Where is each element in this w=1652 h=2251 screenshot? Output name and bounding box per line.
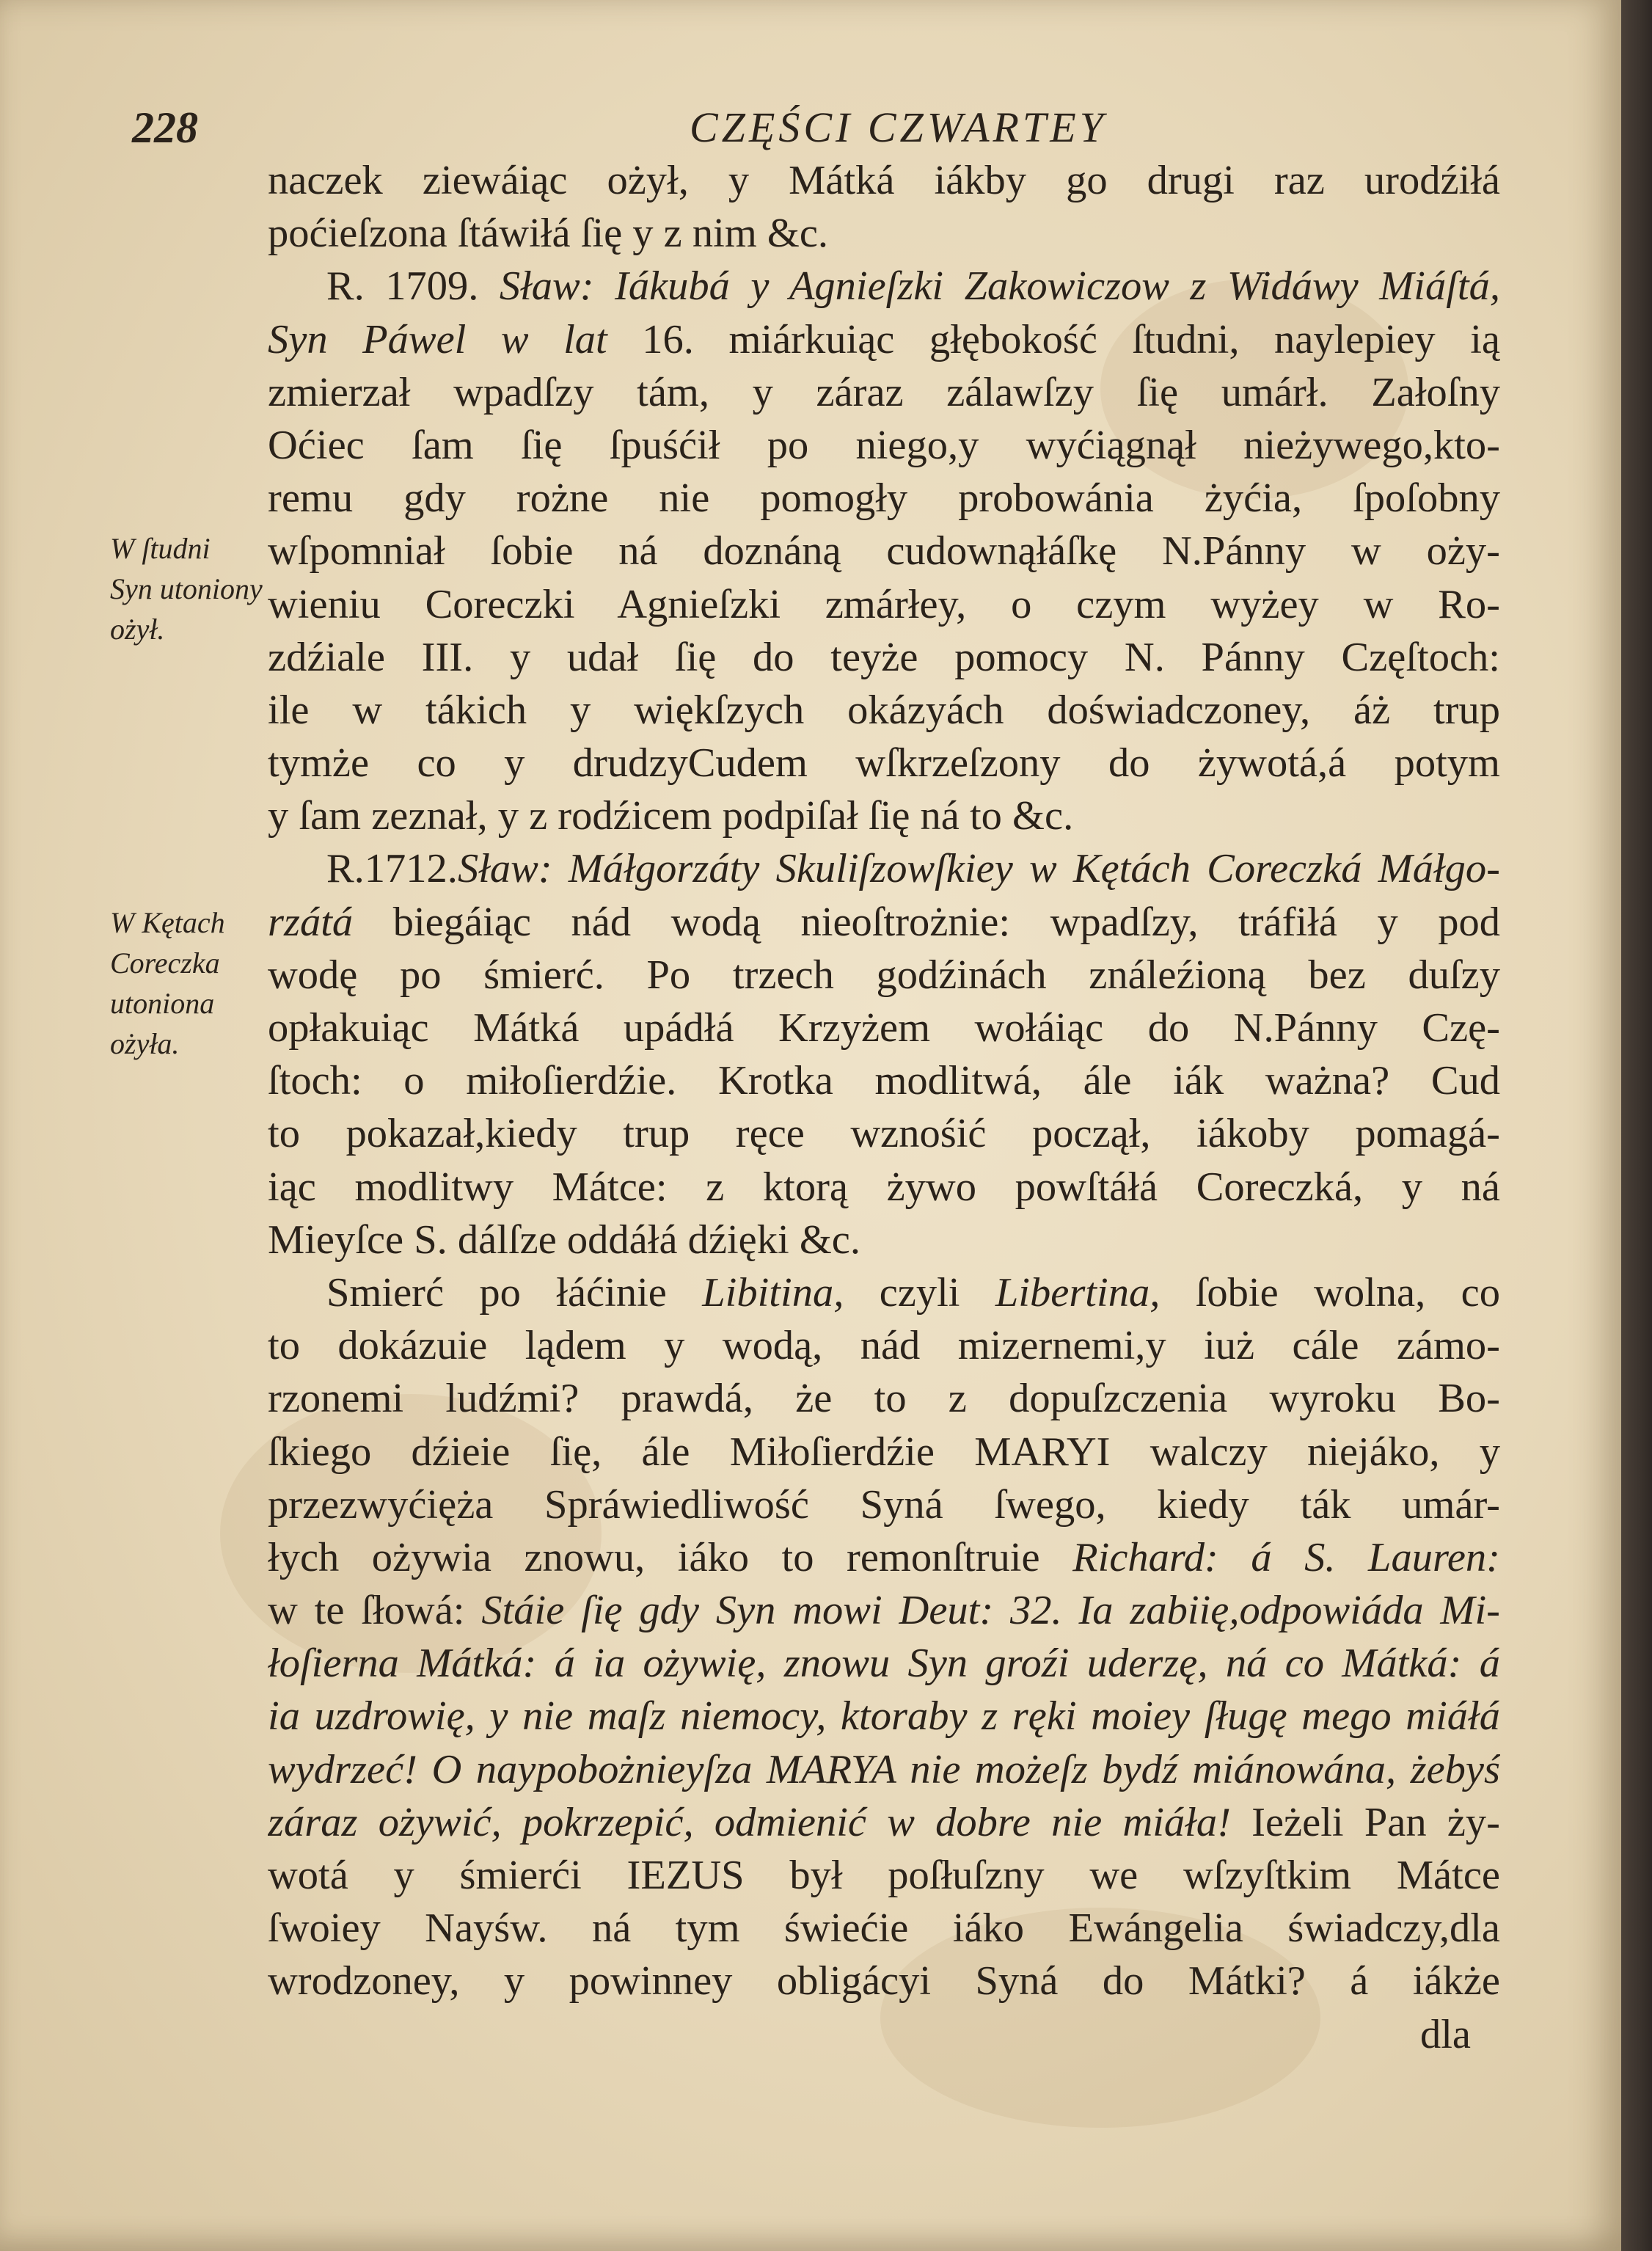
text-line	[268, 2008, 1500, 2061]
text-segment: poćieſzona ſtáwiłá ſię y z nim &c.	[268, 211, 829, 257]
margin-note-line: W Kętach	[110, 906, 225, 939]
text-line	[268, 949, 1500, 1002]
text-segment: wotá y śmierći IEZUS był poſłuſzny we wſzyſtkim Mátce	[268, 1853, 1500, 1898]
text-line	[268, 1372, 1500, 1425]
text-line	[268, 1584, 1500, 1637]
text-segment: ile w tákich y więkſzych okázyách doświadczoney, áż trup	[268, 687, 1500, 733]
text-segment: Smierć po łáćinie	[326, 1269, 703, 1316]
italic-text-segment: Sław: Iákubá y Agnieſzki Zakowiczow z Widáwy Miáſtá,	[499, 263, 1500, 310]
margin-note-line: utoniona	[110, 987, 215, 1020]
italic-text-segment: záraz ożywić, pokrzepić, odmienić w dobre nie miáła!	[268, 1799, 1231, 1845]
text-segment: tymże co y drudzyCudem wſkrzeſzony do żywotá,á potym	[268, 740, 1500, 787]
text-segment: opłakuiąc Mátká upádłá Krzyżem wołáiąc do N.Pánny Czę-	[268, 1005, 1500, 1051]
text-segment: naczek ziewáiąc ożył, y Mátká iákby go drugi raz urodźiłá	[268, 158, 1500, 203]
book-page-edge	[1621, 0, 1652, 2251]
text-line	[268, 1849, 1500, 1902]
text-segment: iąc modlitwy Mátce: z ktorą żywo powſtáłá Coreczká, y ná	[268, 1164, 1500, 1210]
text-line	[268, 1054, 1500, 1107]
text-line	[268, 1478, 1500, 1531]
text-line	[268, 1266, 1500, 1319]
text-line	[268, 737, 1500, 789]
text-segment: 16. miárkuiąc głębokość ſtudni, naylepiey ią	[642, 316, 1500, 362]
text-segment: łych ożywia znowu, iáko to remonſtruie	[268, 1534, 1073, 1580]
text-segment: ſtoch: o miłoſierdźie. Krotka modlitwá, ále iák ważna? Cud	[268, 1058, 1500, 1104]
text-segment: R. 1709.	[326, 263, 500, 310]
text-segment: wrodzoney, y powinney obligácyi Syná do Mátki? á iákże	[268, 1958, 1500, 2004]
italic-text-segment: Syn Páwel w lat	[268, 316, 643, 362]
text-segment: R.1712.	[326, 846, 458, 892]
running-title: CZĘŚCI CZWARTEY	[690, 103, 1107, 151]
main-text	[268, 154, 1500, 2061]
italic-text-segment: ia uzdrowię, y nie maſz niemocy, ktoraby z ręki moiey ſługę mego miáłá	[268, 1693, 1500, 1740]
text-line	[268, 260, 1500, 313]
page-number: 228	[132, 103, 198, 152]
text-segment: ſkiego dźieie ſię, ále Miłoſierdźie MARYI walczy niejáko, y	[268, 1429, 1500, 1475]
text-line	[268, 1955, 1500, 2007]
text-line	[268, 1426, 1500, 1478]
italic-text-segment: Libitina,	[702, 1269, 844, 1316]
italic-text-segment: Libertina,	[995, 1269, 1161, 1316]
text-segment: ſobie wolna, co	[1160, 1269, 1500, 1316]
italic-text-segment: łoſierna Mátká: á ia ożywię, znowu Syn groźi uderzę, ná co Mátká: á	[268, 1641, 1500, 1687]
text-line	[268, 1107, 1500, 1160]
italic-text-segment: Stáie ſię gdy Syn mowi Deut: 32. Ia zabiię,odpowiáda Mi-	[481, 1588, 1500, 1634]
text-line	[268, 1002, 1500, 1054]
text-segment: to dokázuie lądem y wodą, nád mizernemi,y iuż cále zámo-	[268, 1323, 1500, 1369]
text-segment: wodę po śmierć. Po trzech godźinách ználeźioną bez duſzy	[268, 952, 1500, 998]
italic-text-segment: Sław: Máłgorzáty Skuliſzowſkiey w Kętách Coreczká Máłgo-	[457, 846, 1500, 892]
text-line	[268, 1214, 1500, 1266]
text-line	[268, 631, 1500, 684]
italic-text-segment: rzátá	[268, 899, 393, 945]
text-line	[268, 789, 1500, 842]
margin-note-line: Syn utoniony	[110, 572, 263, 605]
text-line	[268, 1796, 1500, 1849]
text-line	[268, 684, 1500, 737]
margin-note-1	[110, 528, 271, 649]
text-line	[268, 1531, 1500, 1584]
italic-text-segment: Richard: á S. Lauren:	[1072, 1534, 1500, 1580]
text-line	[268, 1319, 1500, 1372]
text-line	[268, 842, 1500, 895]
text-segment: czyli	[844, 1269, 995, 1316]
margin-note-line: ożyła.	[110, 1027, 180, 1060]
text-line	[268, 366, 1500, 419]
margin-note-line: Coreczka	[110, 946, 220, 979]
text-segment: Mieyſce S. dálſze oddáłá dźięki &c.	[268, 1216, 860, 1263]
text-line	[268, 896, 1500, 949]
text-line	[268, 1743, 1500, 1796]
text-line	[268, 207, 1500, 260]
text-segment: remu gdy rożne nie pomogły probowánia żyćia, ſpoſobny	[268, 475, 1500, 522]
text-segment: wieniu Coreczki Agnieſzki zmárłey, o czym wyżey w Ro-	[268, 581, 1500, 627]
text-segment: rzonemi ludźmi? prawdá, że to z dopuſzczenia wyroku Bo-	[268, 1376, 1500, 1422]
margin-note-line: W ſtudni	[110, 532, 211, 565]
text-line	[268, 1690, 1500, 1743]
text-line	[268, 1637, 1500, 1690]
page-header	[132, 103, 1496, 161]
text-segment: biegáiąc nád wodą nieoſtrożnie: wpadſzy, tráfiłá y pod	[392, 899, 1500, 945]
text-segment: dla	[1419, 2011, 1471, 2057]
text-segment: zmierzał wpadſzy tám, y záraz zálawſzy ſię umárł. Załoſny	[268, 369, 1500, 415]
margin-note-2	[110, 902, 271, 1064]
text-segment: w te ſłowá:	[268, 1588, 482, 1634]
text-segment: to pokazał,kiedy trup ręce wznośić począł, iákoby pomagá-	[268, 1111, 1500, 1157]
text-segment: Oćiec ſam ſię ſpuśćił po niego,y wyćiągnął nieżywego,kto-	[268, 422, 1500, 468]
text-segment: Ieżeli Pan ży-	[1230, 1799, 1500, 1845]
text-line	[268, 525, 1500, 577]
text-line	[268, 419, 1500, 472]
text-line	[268, 1161, 1500, 1214]
margin-note-line: ożył.	[110, 613, 165, 646]
text-line	[268, 1902, 1500, 1955]
italic-text-segment: wydrzeć! O naypobożnieyſza MARYA nie możeſz bydź miánowána, żebyś	[268, 1746, 1500, 1792]
text-segment: wſpomniał ſobie ná doznáną cudownąłáſkę N.Pánny w oży-	[268, 528, 1500, 574]
text-segment: y ſam zeznał, y z rodźicem podpiſał ſię ná to &c.	[268, 793, 1074, 839]
text-line	[268, 154, 1500, 207]
text-line	[268, 578, 1500, 631]
text-segment: przezwyćięża Spráwiedliwość Syná ſwego, kiedy ták umár-	[268, 1481, 1500, 1528]
text-segment: ſwoiey Nayśw. ná tym świećie iáko Ewángelia świadczy,dla	[268, 1905, 1500, 1952]
text-segment: zdźiale III. y udał ſię do teyże pomocy N. Pánny Częſtoch:	[268, 634, 1500, 680]
text-line	[268, 472, 1500, 525]
text-line	[268, 313, 1500, 366]
